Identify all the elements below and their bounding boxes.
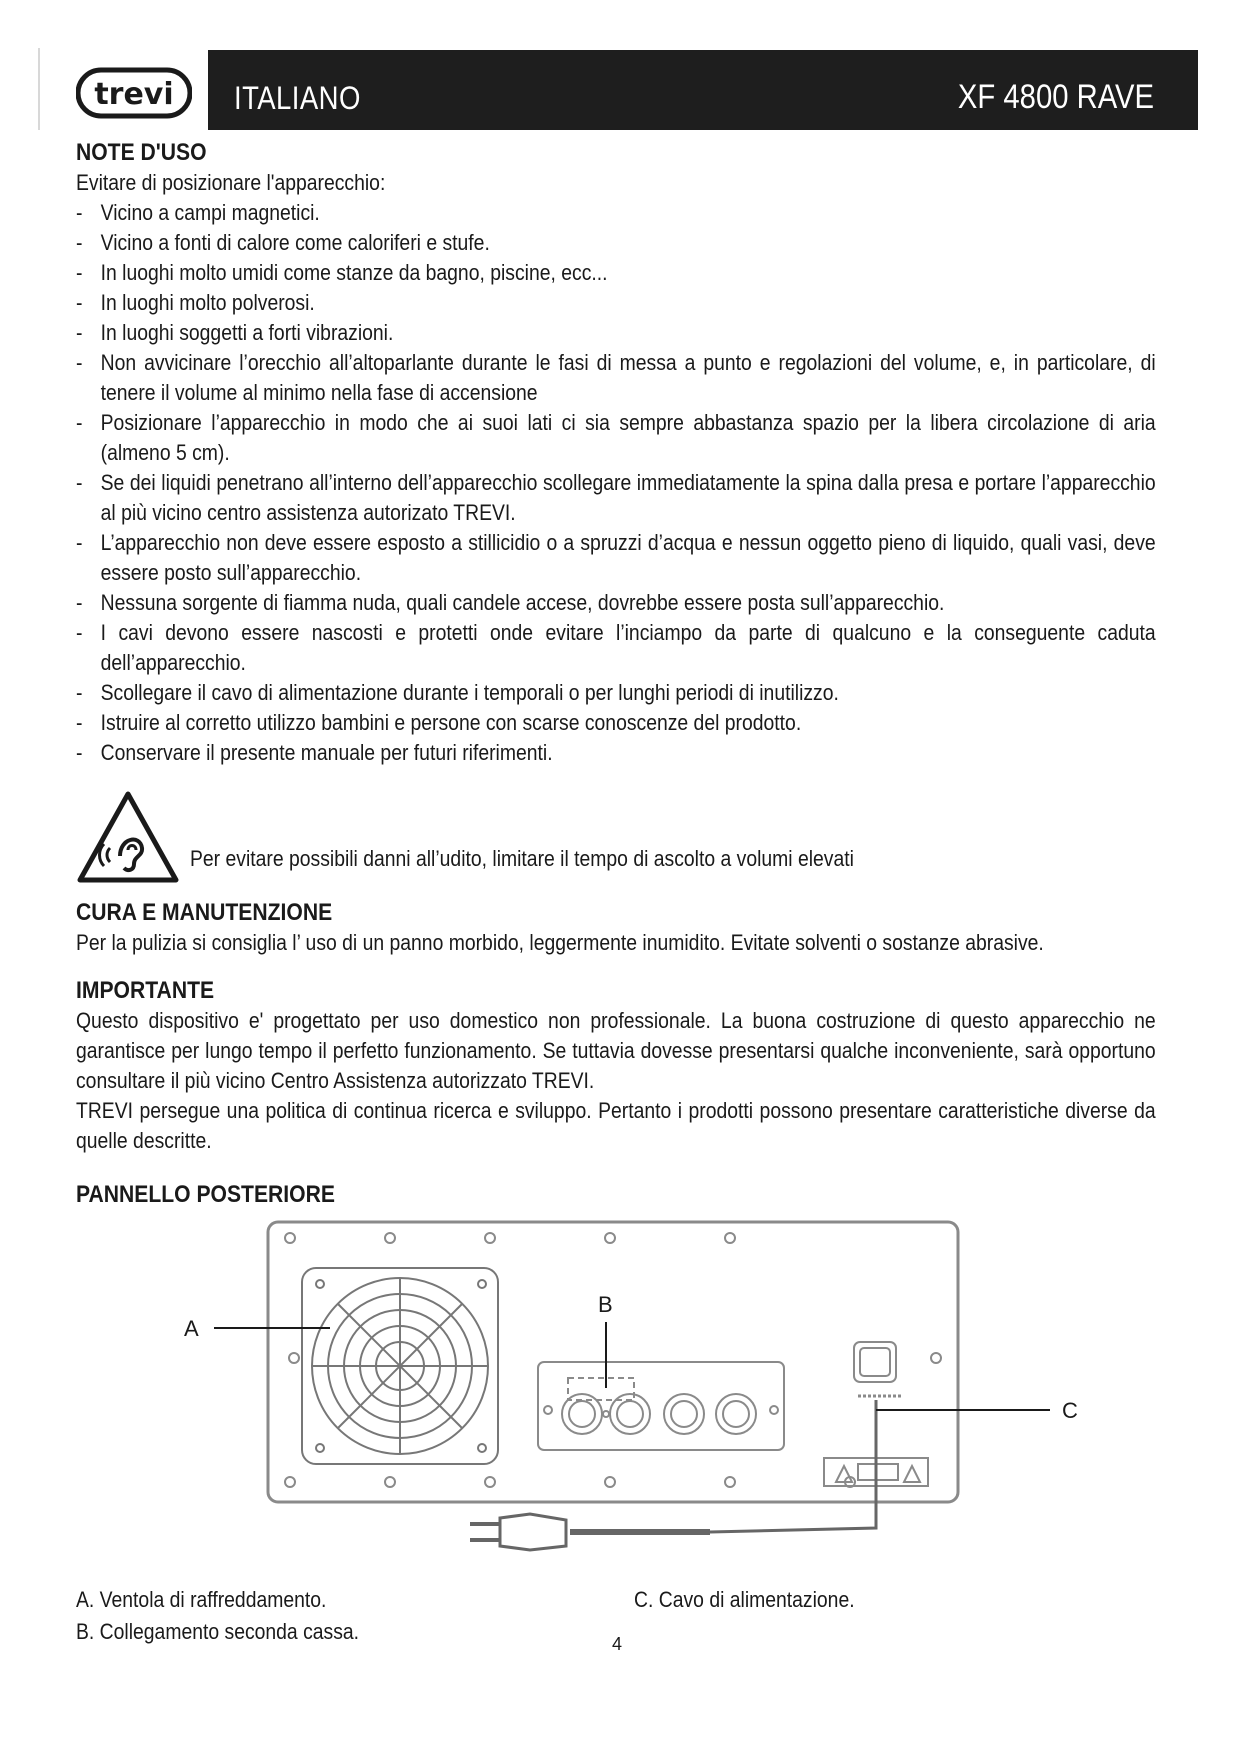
list-item: - Posizionare l’apparecchio in modo che ai suoi lati ci sia sempre abbastanza spazio per la libera circolazione di aria (almeno 5 cm). <box>76 408 1156 468</box>
note-uso-section <box>76 138 1156 768</box>
list-item: - In luoghi molto polverosi. <box>76 288 1156 318</box>
cura-text: Per la pulizia si consiglia l’ uso di un panno morbido, leggermente inumidito. Evitate solventi o sostanze abrasive. <box>76 930 1044 955</box>
list-item: - Istruire al corretto utilizzo bambini e persone con scarse conoscenze del prodotto. <box>76 708 1156 738</box>
list-item: - Vicino a fonti di calore come caloriferi e stufe. <box>76 228 1156 258</box>
caption-c: C. Cavo di alimentazione. <box>634 1587 855 1612</box>
list-item: - Scollegare il cavo di alimentazione durante i temporali o per lunghi periodi di inutilizzo. <box>76 678 1156 708</box>
hearing-warning <box>76 790 1076 886</box>
list-item: - Nessuna sorgente di fiamma nuda, quali candele accese, dovrebbe essere posta sull’apparecchio. <box>76 588 1156 618</box>
pannello-section <box>76 1180 1156 1210</box>
list-item: - Vicino a campi magnetici. <box>76 198 1156 228</box>
list-item: - Non avvicinare l’orecchio all’altoparlante durante le fasi di messa a punto e regolazioni del volume, e, in particolare, di tenere il volume al minimo nella fase di accensione <box>76 348 1156 408</box>
note-uso-intro: Evitare di posizionare l'apparecchio: <box>76 170 386 195</box>
trevi-logo <box>76 66 192 120</box>
note-uso-list <box>76 198 1156 768</box>
importante-para-1: Questo dispositivo e' progettato per uso domestico non professionale. La buona costruzione di questo apparecchio ne garantisce per lungo tempo il perfetto funzionamento. Se tuttavia dovesse presentarsi qualche inconveniente, sarà opportuno consultare il più vicino Centro Assistenza autorizzato TREVI. <box>76 1008 1156 1093</box>
page-number: 4 <box>612 1634 623 1654</box>
importante-title: IMPORTANTE <box>76 977 215 1004</box>
caption-a: A. Ventola di raffreddamento. <box>76 1587 327 1612</box>
list-item: - I cavi devono essere nascosti e protetti onde evitare l’inciampo da parte di qualcuno e la conseguente caduta dell’apparecchio. <box>76 618 1156 678</box>
list-item: - Se dei liquidi penetrano all’interno dell’apparecchio scollegare immediatamente la spina dalla presa e portare l’apparecchio al più vicino centro assistenza autorizato TREVI. <box>76 468 1156 528</box>
caption-b: B. Collegamento seconda cassa. <box>76 1619 360 1644</box>
list-item: - In luoghi soggetti a forti vibrazioni. <box>76 318 1156 348</box>
cura-title: CURA E MANUTENZIONE <box>76 899 333 926</box>
header-bar <box>208 50 1198 130</box>
hearing-warning-text: Per evitare possibili danni all’udito, limitare il tempo di ascolto a volumi elevati <box>190 846 854 871</box>
svg-text:trevi: trevi <box>94 77 174 112</box>
left-margin-rule <box>38 48 40 130</box>
list-item: - In luoghi molto umidi come stanze da bagno, piscine, ecc... <box>76 258 1156 288</box>
importante-para-2: TREVI persegue una politica di continua ricerca e sviluppo. Pertanto i prodotti possono presentare caratteristiche diverse da quelle descritte. <box>76 1098 1156 1153</box>
label-b: B <box>598 1292 613 1317</box>
label-c: C <box>1062 1398 1078 1423</box>
header-model: XF 4800 RAVE <box>957 78 1154 116</box>
pannello-title: PANNELLO POSTERIORE <box>76 1181 335 1208</box>
list-item: - L’apparecchio non deve essere esposto a stillicidio o a spruzzi d’acqua e nessun oggetto pieno di liquido, quali vasi, deve essere posto sull’apparecchio. <box>76 528 1156 588</box>
rear-panel-diagram <box>170 1220 1100 1580</box>
cooling-fan <box>302 1268 498 1464</box>
note-uso-title: NOTE D'USO <box>76 139 207 166</box>
label-a: A <box>184 1316 199 1341</box>
list-item: - Conservare il presente manuale per futuri riferimenti. <box>76 738 1156 768</box>
header-language: ITALIANO <box>234 80 361 116</box>
hearing-warning-icon <box>76 790 180 884</box>
cura-section <box>76 898 1156 958</box>
importante-section <box>76 976 1156 1156</box>
